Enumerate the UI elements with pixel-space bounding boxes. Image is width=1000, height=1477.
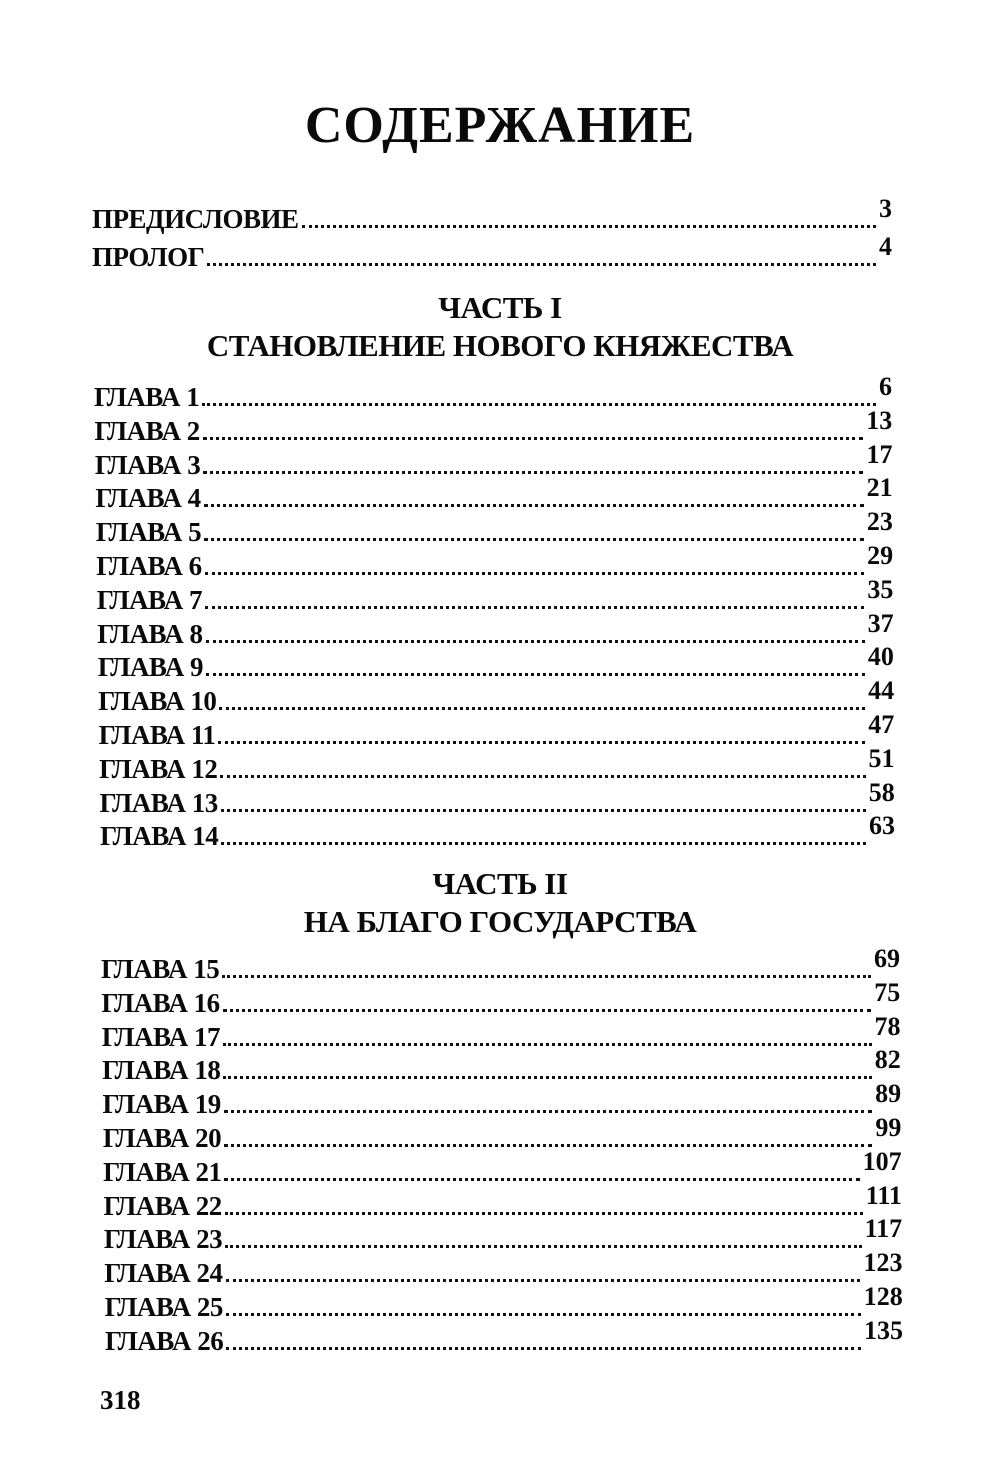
- leader-dots: [220, 775, 865, 778]
- toc-entry-label: ПРОЛОГ: [92, 242, 205, 272]
- toc-entry-page: 123: [863, 1248, 903, 1278]
- leader-dots: [226, 1313, 861, 1316]
- toc-entry-chapter[interactable]: [96, 541, 894, 583]
- part-2-heading: ЧАСТЬ II: [432, 866, 568, 901]
- toc-entry-label: ГЛАВА 15: [101, 954, 220, 984]
- toc-entry-chapter[interactable]: [98, 710, 895, 752]
- toc-entry-chapter[interactable]: [95, 473, 893, 515]
- toc-entry-chapter[interactable]: [94, 439, 893, 482]
- toc-entry-page: 21: [866, 473, 893, 503]
- toc-entry-label: ГЛАВА 13: [99, 787, 218, 818]
- leader-dots: [204, 504, 864, 507]
- toc-entry-page: 82: [874, 1045, 901, 1075]
- leader-dots: [224, 1144, 872, 1147]
- toc-entry-label: ГЛАВА 1: [94, 382, 200, 412]
- toc-entry-label: ГЛАВА 25: [104, 1292, 223, 1322]
- toc-entry-page: 51: [868, 743, 895, 773]
- leader-dots: [207, 263, 876, 266]
- toc-entry-chapter[interactable]: [99, 743, 895, 786]
- toc-entry-prologue[interactable]: [92, 232, 892, 274]
- toc-entry-chapter[interactable]: [102, 1045, 901, 1087]
- toc-entry-label: ГЛАВА 6: [96, 551, 202, 581]
- toc-entry-chapter[interactable]: [103, 1146, 902, 1189]
- part-1-subtitle: СТАНОВЛЕНИЕ НОВОГО КНЯЖЕСТВА: [206, 328, 794, 363]
- toc-entry-label: ГЛАВА 5: [95, 517, 202, 548]
- toc-entry-label: ГЛАВА 20: [102, 1123, 222, 1153]
- leader-dots: [225, 1212, 863, 1215]
- toc-entry-page: 128: [863, 1282, 903, 1311]
- leader-dots: [302, 225, 876, 228]
- toc-entry-label: ГЛАВА 14: [100, 821, 219, 852]
- leader-dots: [203, 437, 863, 440]
- toc-entry-chapter[interactable]: [101, 977, 901, 1020]
- toc-entry-page: 13: [866, 405, 893, 435]
- toc-entry-page: 37: [867, 608, 894, 638]
- toc-entry-label: ГЛАВА 26: [105, 1325, 224, 1356]
- toc-entry-page: 89: [875, 1079, 902, 1109]
- leader-dots: [225, 1245, 861, 1248]
- toc-entry-chapter[interactable]: [101, 944, 900, 986]
- leader-dots: [203, 471, 863, 474]
- toc-entry-page: 117: [864, 1214, 903, 1244]
- toc-entry-page: 29: [867, 541, 894, 570]
- toc-entry-label: ГЛАВА 23: [103, 1224, 223, 1255]
- toc-entry-label: ГЛАВА 10: [98, 686, 217, 717]
- leader-dots: [223, 1076, 871, 1079]
- toc-entry-page: 40: [867, 642, 894, 672]
- toc-entry-chapter[interactable]: [103, 1180, 902, 1223]
- page-title: СОДЕРЖАНИЕ: [304, 97, 696, 154]
- toc-entry-page: 17: [866, 439, 893, 469]
- toc-entry-label: ГЛАВА 16: [101, 987, 220, 1018]
- leader-dots: [224, 1178, 859, 1181]
- toc-entry-page: 69: [874, 944, 900, 973]
- leader-dots: [223, 1043, 872, 1046]
- toc-entry-label: ГЛАВА 3: [94, 449, 201, 480]
- toc-entry-chapter[interactable]: [103, 1214, 903, 1256]
- toc-entry-page: 75: [874, 977, 901, 1007]
- leader-dots: [204, 538, 864, 541]
- toc-entry-chapter[interactable]: [104, 1282, 903, 1324]
- toc-entry-label: ГЛАВА 8: [97, 618, 203, 649]
- toc-entry-label: ГЛАВА 17: [101, 1021, 220, 1052]
- toc-entry-page: 35: [867, 574, 894, 604]
- toc-entry-label: ГЛАВА 12: [99, 753, 218, 784]
- leader-dots: [222, 975, 871, 978]
- leader-dots: [223, 1009, 872, 1012]
- leader-dots: [219, 707, 865, 710]
- toc-entry-label: ГЛАВА 22: [103, 1190, 222, 1221]
- part-1-heading: ЧАСТЬ I: [438, 290, 562, 325]
- toc-entry-chapter[interactable]: [96, 574, 894, 617]
- leader-dots: [205, 606, 864, 609]
- toc-entry-chapter[interactable]: [105, 1315, 903, 1358]
- page-number: 318: [100, 1385, 141, 1415]
- toc-entry-label: ГЛАВА 7: [96, 584, 203, 615]
- toc-entry-chapter[interactable]: [97, 608, 894, 651]
- toc-entry-preface[interactable]: [92, 194, 892, 236]
- toc-entry-page: 4: [879, 232, 892, 261]
- toc-entry-page: 107: [862, 1146, 902, 1176]
- leader-dots: [226, 1279, 861, 1282]
- toc-entry-chapter[interactable]: [102, 1079, 902, 1121]
- part-2-subtitle: НА БЛАГО ГОСУДАРСТВА: [303, 904, 697, 939]
- leader-dots: [206, 640, 865, 643]
- toc-entry-chapter[interactable]: [101, 1011, 901, 1054]
- toc-entry-chapter[interactable]: [94, 405, 893, 448]
- toc-entry-page: 135: [864, 1315, 903, 1345]
- toc-entry-page: 78: [874, 1011, 901, 1041]
- toc-entry-chapter[interactable]: [94, 372, 892, 414]
- toc-entry-chapter[interactable]: [98, 676, 895, 718]
- toc-entry-page: 63: [869, 811, 895, 841]
- toc-entry-label: ГЛАВА 24: [104, 1258, 223, 1289]
- leader-dots: [226, 1347, 861, 1350]
- toc-entry-page: 3: [879, 194, 892, 223]
- toc-entry-page: 99: [875, 1113, 902, 1142]
- toc-entry-label: ГЛАВА 18: [102, 1055, 221, 1086]
- toc-entry-chapter[interactable]: [99, 777, 895, 820]
- toc-entry-label: ПРЕДИСЛОВИЕ: [92, 204, 299, 234]
- toc-entry-page: 44: [868, 676, 895, 706]
- toc-entry-chapter[interactable]: [100, 811, 895, 853]
- leader-dots: [202, 403, 876, 406]
- toc-entry-chapter[interactable]: [102, 1113, 902, 1155]
- toc-entry-chapter[interactable]: [97, 642, 894, 684]
- toc-entry-chapter[interactable]: [104, 1248, 903, 1290]
- toc-entry-label: ГЛАВА 19: [102, 1089, 221, 1120]
- toc-entry-page: 111: [865, 1180, 902, 1210]
- toc-entry-page: 58: [868, 777, 895, 807]
- toc-entry-label: ГЛАВА 2: [94, 415, 200, 446]
- leader-dots: [221, 842, 866, 845]
- toc-entry-chapter[interactable]: [95, 507, 893, 549]
- toc-entry-page: 47: [868, 710, 895, 739]
- toc-entry-label: ГЛАВА 9: [97, 652, 203, 683]
- toc-entry-label: ГЛАВА 4: [95, 483, 201, 514]
- toc-entry-label: ГЛАВА 11: [98, 720, 216, 750]
- toc-entry-label: ГЛАВА 21: [103, 1156, 222, 1187]
- leader-dots: [218, 741, 865, 744]
- leader-dots: [224, 1110, 872, 1113]
- leader-dots: [221, 809, 866, 812]
- leader-dots: [206, 673, 865, 676]
- toc-entry-page: 6: [879, 372, 892, 401]
- toc-entry-page: 23: [866, 507, 893, 537]
- leader-dots: [205, 572, 865, 575]
